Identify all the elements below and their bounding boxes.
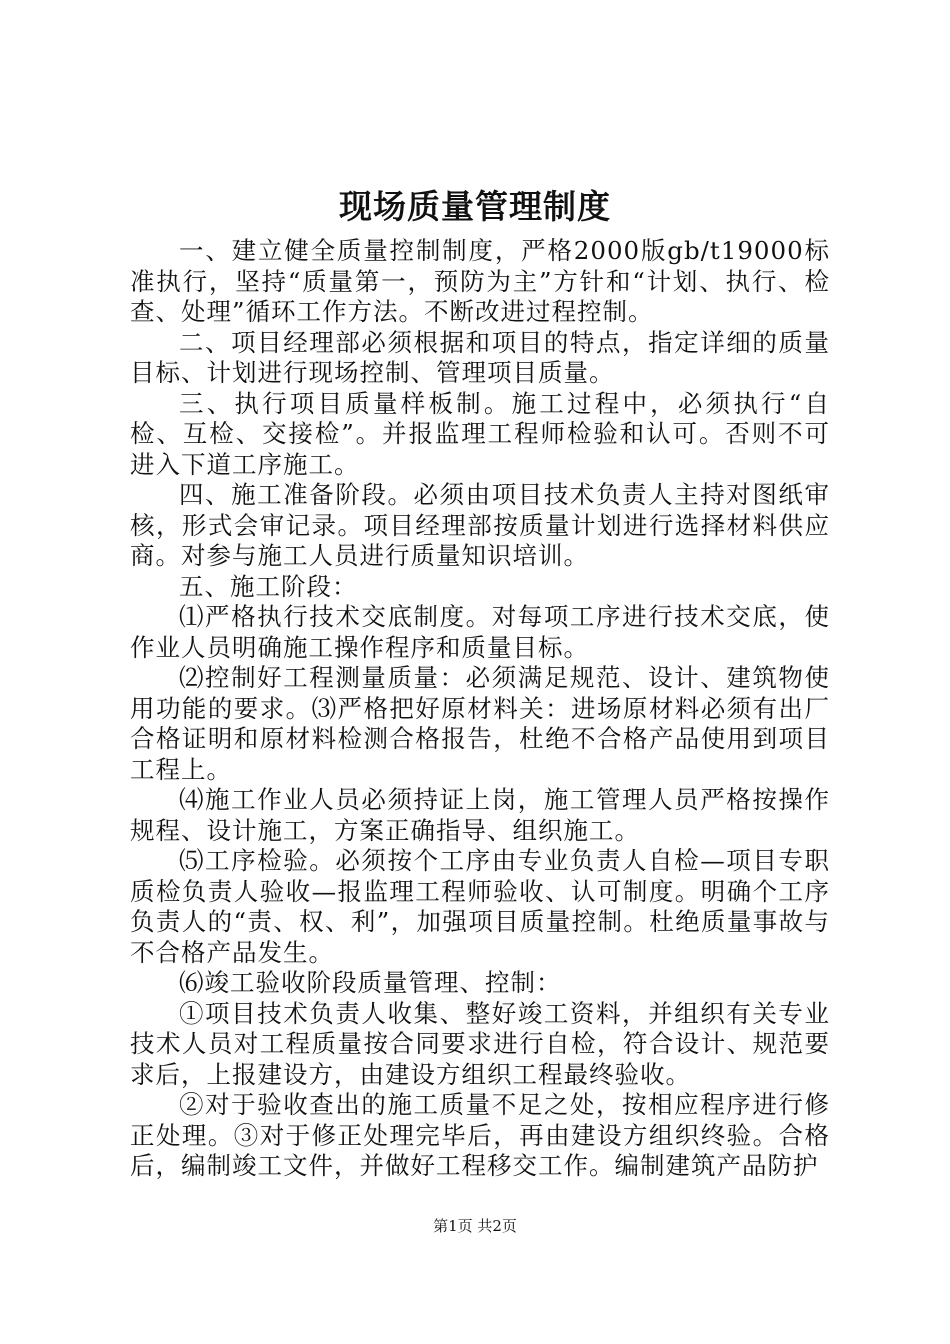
document-title: 现场质量管理制度 [339, 187, 611, 226]
page-footer: 第1页 共2页 [433, 1217, 517, 1235]
paragraph-4: 四、施工准备阶段。必须由项目技术负责人主持对图纸审核，形式会审记录。项目经理部按质量计划进行选择材料供应商。对参与施工人员进行质量知识培训。 [130, 480, 830, 570]
paragraph-8: ⑷施工作业人员必须持证上岗，施工管理人员严格按操作规程、设计施工，方案正确指导、组织施工。 [130, 785, 830, 845]
paragraph-1: 一、建立健全质量控制制度，严格2000版gb/t19000标准执行，坚持“质量第一，预防为主”方针和“计划、执行、检查、处理”循环工作方法。不断改进过程控制。 [130, 236, 830, 326]
paragraph-3: 三、执行项目质量样板制。施工过程中，必须执行“自检、互检、交接检”。并报监理工程师检验和认可。否则不可进入下道工序施工。 [130, 388, 830, 479]
paragraph-2: 二、项目经理部必须根据和项目的特点，指定详细的质量目标、计划进行现场控制、管理项目质量。 [130, 327, 830, 387]
paragraph-5: 五、施工阶段： [179, 571, 358, 601]
paragraph-7: ⑵控制好工程测量质量：必须满足规范、设计、建筑物使用功能的要求。⑶严格把好原材料关：进场原材料必须有出厂合格证明和原材料检测合格报告，杜绝不合格产品使用到项目工程上。 [130, 663, 830, 784]
paragraph-12: ②对于验收查出的施工质量不足之处，按相应程序进行修正处理。③对于修正处理完毕后，再由建设方组织终验。合格后，编制竣工文件，并做好工程移交工作。编制建筑产品防护 [130, 1090, 830, 1180]
document-body [130, 236, 830, 1182]
paragraph-11: ①项目技术负责人收集、整好竣工资料，并组织有关专业技术人员对工程质量按合同要求进行自检，符合设计、规范要求后，上报建设方，由建设方组织工程最终验收。 [130, 998, 830, 1089]
paragraph-6: ⑴严格执行技术交底制度。对每项工序进行技术交底，使作业人员明确施工操作程序和质量目标。 [130, 602, 830, 662]
paragraph-9: ⑸工序检验。必须按个工序由专业负责人自检—项目专职质检负责人验收—报监理工程师验收、认可制度。明确个工序负责人的“责、权、利”，加强项目质量控制。杜绝质量事故与不合格产品发生。 [130, 846, 830, 967]
paragraph-10: ⑹竣工验收阶段质量管理、控制： [179, 968, 562, 997]
